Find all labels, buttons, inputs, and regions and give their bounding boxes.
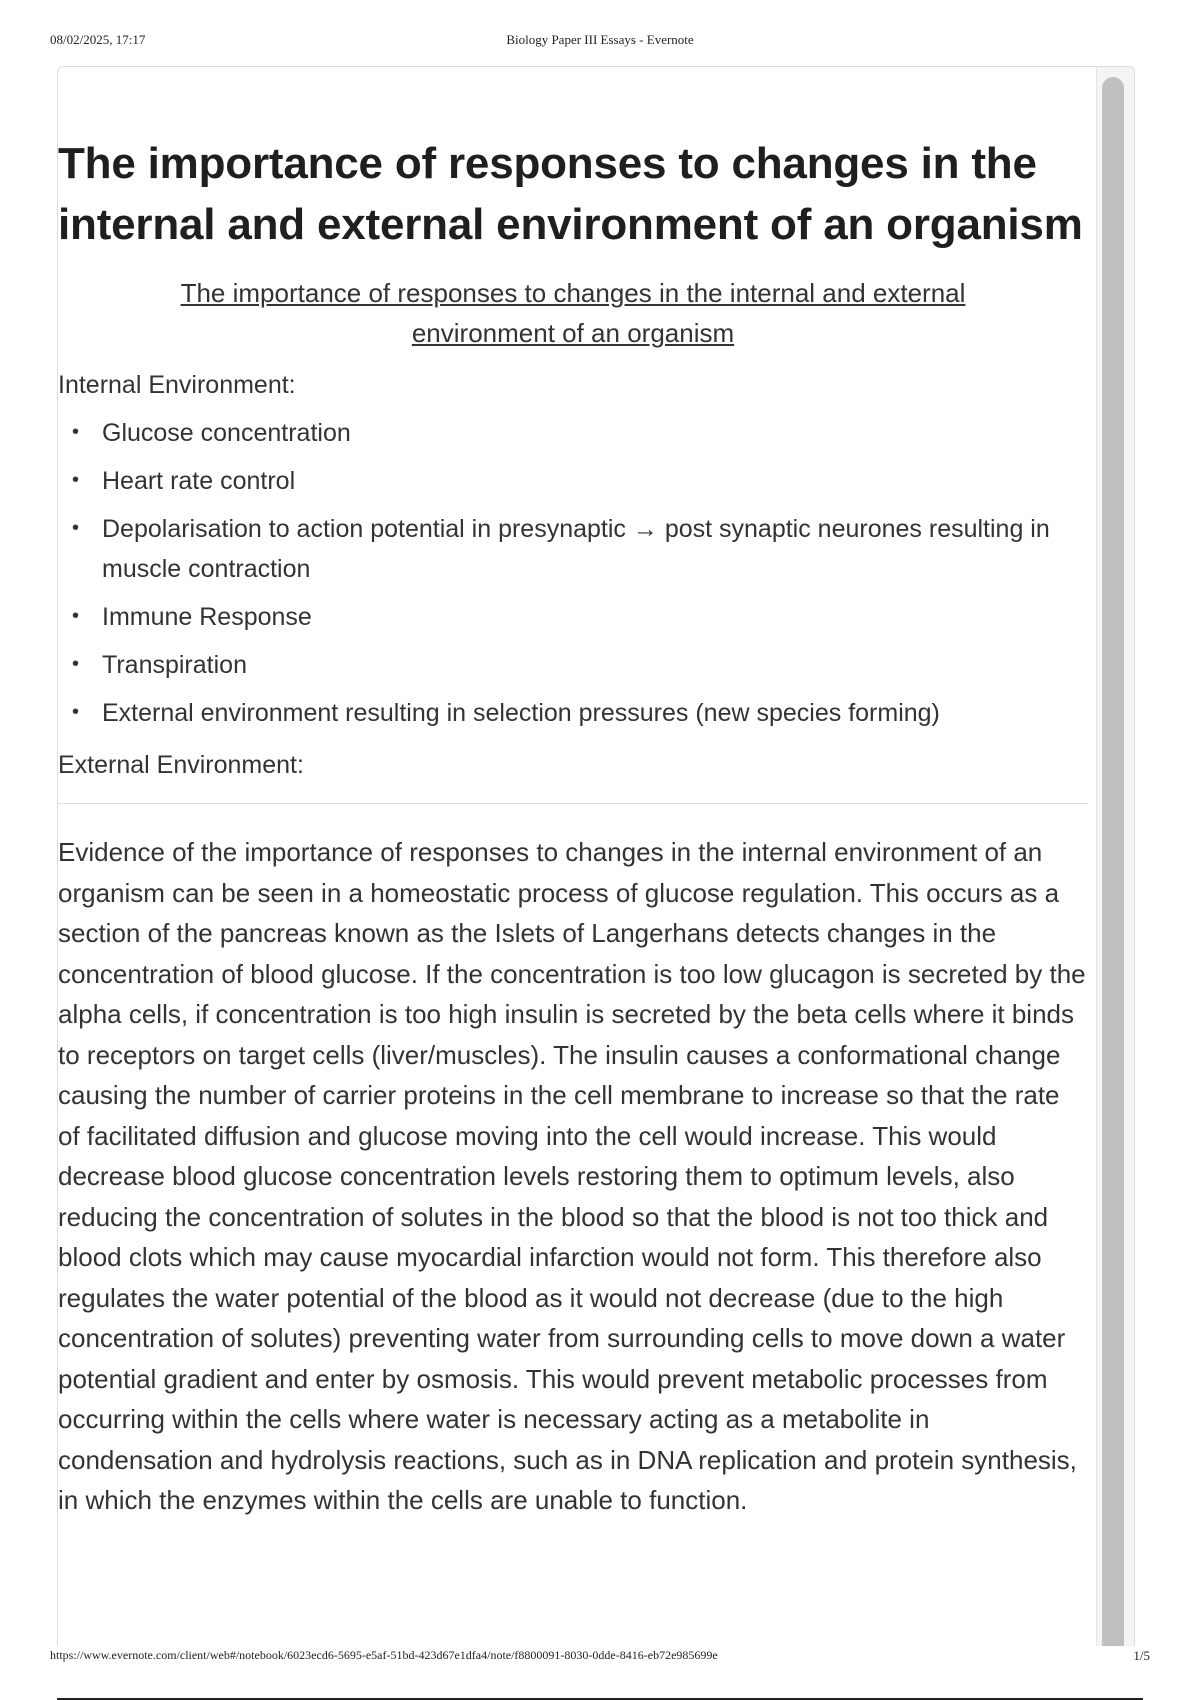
list-item-text: Heart rate control: [102, 467, 296, 495]
bullet-icon: •: [72, 605, 80, 627]
section-divider: [58, 803, 1088, 804]
external-environment-label: External Environment:: [58, 751, 304, 779]
list-item: [58, 645, 1088, 685]
bullet-icon: •: [72, 517, 80, 539]
essay-paragraph[interactable]: Evidence of the importance of responses to changes in the internal environment of an organism can be seen in a homeostatic process of glucose regulation. This occurs as a section of the pancreas known as the Islets of Langerhans detects changes in the concentration of blood glucose. If the concentration is too low glucagon is secreted by the alpha cells, if concentration is too high insulin is secreted by the beta cells where it binds to receptors on target cells (liver/muscles). The insulin causes a conformational change causing the number of carrier proteins in the cell membrane to increase so that the rate of facilitated diffusion and glucose moving into the cell would increase. This would decrease blood glucose concentration levels restoring them to optimum levels, also reducing the concentration of solutes in the blood so that the blood is not too thick and blood clots which may cause myocardial infarction would not form. This therefore also regulates the water potential of the blood as it would not decrease (due to the high concentration of solutes) preventing water from surrounding cells to move down a water potential gradient and enter by osmosis. This would prevent metabolic processes from occurring within the cells where water is necessary acting as a metabolite in condensation and hydrolysis reactions, such as in DNA replication and protein synthesis, in which the enzymes within the cells are unable to function.: [58, 837, 1086, 1515]
list-item: [58, 413, 1088, 453]
print-window-title: Biology Paper III Essays - Evernote: [506, 32, 694, 47]
print-page-number: 1/5: [1133, 1648, 1150, 1663]
list-item: [58, 693, 1088, 733]
print-url: https://www.evernote.com/client/web#/notebook/6023ecd6-5695-e5af-51bd-423d67e1dfa4/note/f8800091-8030-0dde-8416-eb72e985699e: [50, 1648, 718, 1662]
list-item-text: Depolarisation to action potential in presynaptic → post synaptic neurones resulting in muscle contraction: [102, 515, 1050, 583]
list-item: [58, 509, 1088, 589]
list-item-text: External environment resulting in selection pressures (new species forming): [102, 699, 940, 727]
vertical-scrollbar[interactable]: [1096, 67, 1134, 1647]
note-subheading: The importance of responses to changes in the internal and external environment of an organism: [180, 278, 966, 348]
list-item-text: Glucose concentration: [102, 419, 351, 447]
scrollbar-thumb[interactable]: [1102, 77, 1124, 1647]
list-item-text: Transpiration: [102, 651, 247, 679]
bullet-icon: •: [72, 653, 80, 675]
bullet-icon: •: [72, 701, 80, 723]
note-title[interactable]: The importance of responses to changes in the internal and external environment of an organism: [58, 139, 1083, 249]
list-item: [58, 597, 1088, 637]
print-footer: [0, 1646, 1200, 1700]
note-viewer: [57, 66, 1135, 1647]
print-datetime: 08/02/2025, 17:17: [50, 32, 146, 47]
bullet-icon: •: [72, 421, 80, 443]
note-content: [58, 67, 1088, 1521]
internal-environment-label: Internal Environment:: [58, 371, 296, 399]
print-header: [0, 0, 1200, 60]
internal-environment-list: [58, 413, 1088, 733]
bullet-icon: •: [72, 469, 80, 491]
list-item-text: Immune Response: [102, 603, 312, 631]
list-item: [58, 461, 1088, 501]
